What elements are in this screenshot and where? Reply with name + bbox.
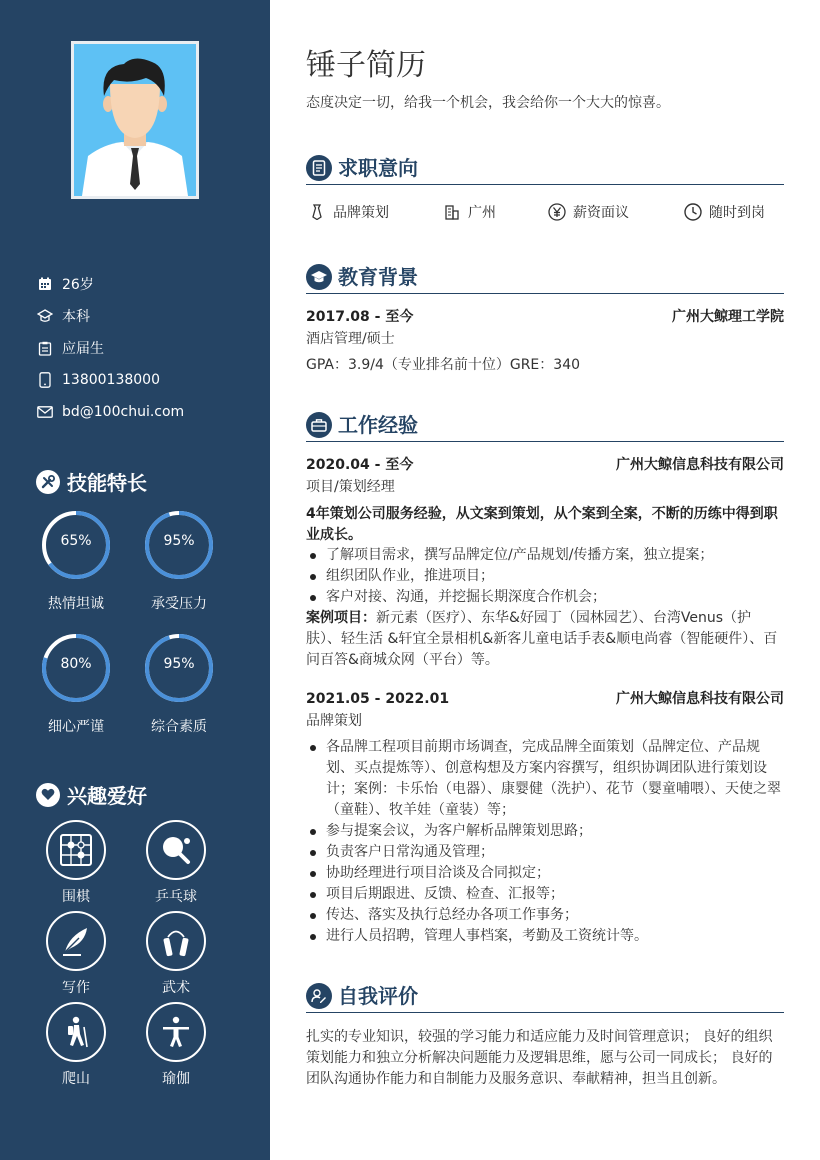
graduation-cap-icon [306, 264, 332, 290]
skill-percent: 95% [163, 656, 195, 672]
intent-availability [684, 202, 765, 222]
job-summary: 4年策划公司服务经验，从文案到策划，从个案到全案，不断的历练中得到职业成长。 [306, 506, 778, 543]
hobbies-heading [36, 780, 147, 809]
list-item: 负责客户日常沟通及管理； [306, 842, 784, 863]
hobby-item [136, 911, 216, 997]
education-period: 2017.08 - 至今 [306, 309, 414, 325]
tools-icon [36, 470, 60, 494]
email-value[interactable]: bd@100chui.com [62, 404, 185, 420]
heart-icon [36, 783, 60, 807]
list-item: 传达、落实及执行总经办各项工作事务； [306, 905, 784, 926]
availability-value: 随时到岗 [709, 205, 765, 221]
education-header-row [306, 307, 784, 328]
hobby-item [36, 820, 116, 906]
job-cases [306, 608, 784, 671]
intent-position [308, 202, 389, 222]
page-title: 锤子简历 [306, 48, 426, 83]
hobby-label: 乒乓球 [155, 889, 197, 905]
intent-salary [548, 202, 629, 222]
profile-photo [71, 41, 199, 199]
info-email [36, 396, 184, 428]
job-company: 广州大鲸信息科技有限公司 [616, 457, 784, 473]
section-work-title: 工作经验 [338, 413, 418, 437]
nunchaku-icon [146, 911, 206, 971]
list-item: 参与提案会议，为客户解析品牌策划思路； [306, 821, 784, 842]
motto: 态度决定一切，给我一个机会，我会给你一个大大的惊喜。 [306, 95, 670, 111]
skill-percent: 80% [60, 656, 92, 672]
cases-text: 新元素（医疗）、东华&好园丁（园林园艺）、台湾Venus（护肤）、轻生活 &轩宜全景相机&新客儿童电话手表&顺电尚睿（智能硬件）、百问百答&商城众网（平台）等。 [306, 610, 778, 668]
status-value: 应届生 [62, 341, 104, 357]
education-major: 酒店管理/硕士 [306, 331, 395, 347]
go-board-icon [46, 820, 106, 880]
phone-value[interactable]: 13800138000 [62, 372, 160, 388]
job-role: 项目/策划经理 [306, 479, 395, 495]
section-education-heading [306, 264, 784, 294]
hobby-label: 围棋 [62, 889, 90, 905]
skill-item [38, 507, 114, 613]
skill-label: 综合素质 [151, 719, 207, 735]
briefcase-icon [306, 412, 332, 438]
skills-heading [36, 467, 147, 496]
hobby-item [36, 911, 116, 997]
quill-pen-icon [46, 911, 106, 971]
job-bullet-list [306, 737, 784, 947]
job-bullet-list [306, 545, 784, 608]
section-intent-heading [306, 155, 784, 185]
building-icon [443, 203, 461, 221]
hobby-item [136, 1002, 216, 1088]
list-item: 进行人员招聘，管理人事档案，考勤及工资统计等。 [306, 926, 784, 947]
job-header-row [306, 689, 784, 710]
graduation-cap-icon [36, 307, 54, 325]
clock-icon [684, 203, 702, 221]
skills-title: 技能特长 [67, 471, 147, 495]
hiker-icon [46, 1002, 106, 1062]
self-eval-text: 扎实的专业知识，较强的学习能力和适应能力及时间管理意识； 良好的组织策划能力和独立分析解决问题能力及逻辑思维，愿与公司一同成长； 良好的团队沟通协作能力和自制能力及服务意识、奉献精神，担当且创新。 [306, 1029, 773, 1087]
skill-item [141, 507, 217, 613]
skill-item [38, 630, 114, 736]
salary-value: 薪资面议 [573, 205, 629, 221]
job-role: 品牌策划 [306, 713, 362, 729]
info-age [36, 268, 184, 300]
list-item: 组织团队作业，推进项目； [306, 566, 784, 587]
hobby-item [36, 1002, 116, 1088]
avatar [74, 44, 196, 196]
intent-city [443, 202, 496, 222]
section-work-heading [306, 412, 784, 442]
skill-label: 承受压力 [151, 596, 207, 612]
list-item: 客户对接、沟通，并挖掘长期深度合作机会； [306, 587, 784, 608]
phone-icon [36, 371, 54, 389]
section-education-title: 教育背景 [338, 265, 418, 289]
clipboard-icon [36, 339, 54, 357]
intent-row [306, 202, 784, 226]
job-header-row [306, 455, 784, 476]
skill-label: 热情坦诚 [48, 596, 104, 612]
list-item: 了解项目需求，撰写品牌定位/产品规划/传播方案，独立提案； [306, 545, 784, 566]
age-value: 26岁 [62, 277, 94, 293]
skill-percent: 95% [163, 533, 195, 549]
hobby-item [136, 820, 216, 906]
hobby-label: 爬山 [62, 1071, 90, 1087]
info-phone [36, 364, 184, 396]
job-period: 2021.05 - 2022.01 [306, 691, 450, 707]
hobby-label: 武术 [162, 980, 190, 996]
yen-coin-icon [548, 203, 566, 221]
calendar-icon [36, 275, 54, 293]
list-item: 协助经理进行项目洽谈及合同拟定； [306, 863, 784, 884]
avatar-illustration [74, 44, 196, 196]
yoga-pose-icon [146, 1002, 206, 1062]
skill-item [141, 630, 217, 736]
hobby-label: 写作 [62, 980, 90, 996]
hobbies-title: 兴趣爱好 [67, 784, 147, 808]
sidebar [0, 0, 270, 1160]
list-item: 项目后期跟进、反馈、检查、汇报等； [306, 884, 784, 905]
section-self-eval-title: 自我评价 [338, 984, 418, 1008]
education-scores: GPA：3.9/4（专业排名前十位）GRE：340 [306, 357, 581, 373]
user-edit-icon [306, 983, 332, 1009]
section-intent-title: 求职意向 [338, 156, 418, 180]
tie-icon [308, 203, 326, 221]
education-school: 广州大鲸理工学院 [672, 309, 784, 325]
job-period: 2020.04 - 至今 [306, 457, 414, 473]
skill-percent: 65% [60, 533, 92, 549]
position-value: 品牌策划 [333, 205, 389, 221]
list-item: 各品牌工程项目前期市场调查，完成品牌全面策划（品牌定位、产品规划、买点提炼等）、创意构想及方案内容撰写，组织协调团队进行策划设计；案例：卡乐怡（电器）、康婴健（洗护）、花节（婴童哺喂）、天使之翠（童鞋）、牧羊娃（童装）等； [306, 737, 784, 821]
cases-label: 案例项目： [306, 610, 376, 626]
skill-label: 细心严谨 [48, 719, 104, 735]
document-icon [306, 155, 332, 181]
degree-value: 本科 [62, 309, 90, 325]
section-self-eval-heading [306, 983, 784, 1013]
city-value: 广州 [468, 205, 496, 221]
mail-icon [36, 403, 54, 421]
ping-pong-icon [146, 820, 206, 880]
job-company: 广州大鲸信息科技有限公司 [616, 691, 784, 707]
hobby-label: 瑜伽 [162, 1071, 190, 1087]
info-status [36, 332, 184, 364]
personal-info [36, 268, 184, 428]
info-degree [36, 300, 184, 332]
